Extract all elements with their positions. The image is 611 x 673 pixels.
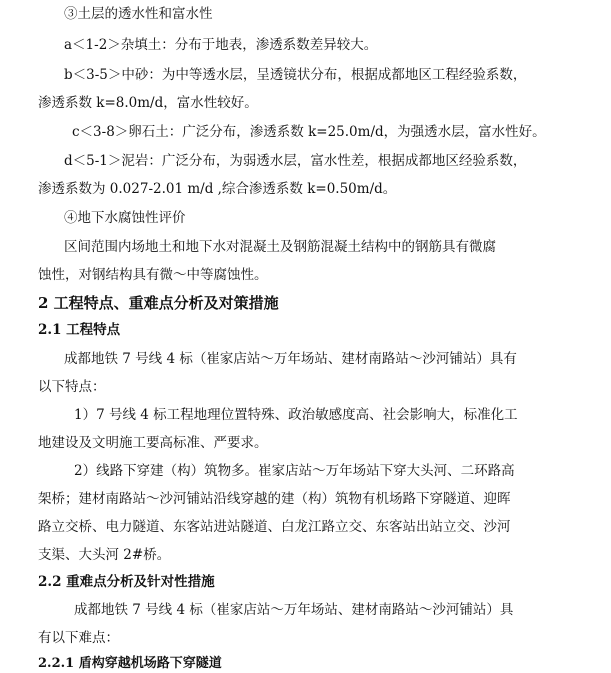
feature-item-1-line1: 1）7 号线 4 标工程地理位置特殊、政治敏感度高、社会影响大，标准化工: [74, 407, 518, 423]
soil-item-d-line2: 渗透系数为 0.027-2.01 m/d ,综合渗透系数 k=0.50m/d。: [38, 181, 397, 197]
feature-item-1-line2: 地建设及文明施工要高标准、严要求。: [38, 435, 268, 451]
section-2-2-1-title: 2.2.1 盾构穿越机场路下穿隧道: [38, 656, 222, 671]
soil-item-c: c＜3-8＞卵石土：广泛分布，渗透系数 k=25.0m/d，为强透水层，富水性好。: [72, 124, 546, 140]
soil-item-a: a＜1-2＞杂填土：分布于地表，渗透系数差异较大。: [64, 37, 378, 53]
corrosion-heading: ④地下水腐蚀性评价: [64, 210, 186, 226]
feature-item-2-line1: 2）线路下穿建（构）筑物多。崔家店站～万年场站下穿大头河、二环路高: [74, 463, 515, 479]
soil-permeability-heading: ③土层的透水性和富水性: [64, 6, 213, 22]
section-2-title: 2 工程特点、重难点分析及对策措施: [38, 294, 279, 312]
corrosion-paragraph-line2: 蚀性，对钢结构具有微～中等腐蚀性。: [38, 267, 268, 283]
feature-item-2-line3: 路立交桥、电力隧道、东客站进站隧道、白龙江路立交、东客站出站立交、沙河: [38, 519, 511, 535]
section-2-1-intro-line1: 成都地铁 7 号线 4 标（崔家店站～万年场站、建材南路站～沙河铺站）具有: [64, 351, 517, 367]
soil-item-d-line1: d＜5-1＞泥岩：广泛分布，为弱透水层，富水性差，根据成都地区经验系数，: [64, 153, 527, 169]
feature-item-2-line2: 架桥；建材南路站～沙河铺站沿线穿越的建（构）筑物有机场路下穿隧道、迎晖: [38, 491, 511, 507]
section-2-2-title: 2.2 重难点分析及针对性措施: [38, 574, 215, 590]
soil-item-b-line2: 渗透系数 k=8.0m/d，富水性较好。: [38, 95, 258, 111]
section-2-1-intro-line2: 以下特点：: [38, 379, 106, 395]
corrosion-paragraph-line1: 区间范围内场地土和地下水对混凝土及钢筋混凝土结构中的钢筋具有微腐: [64, 239, 496, 255]
soil-item-b-line1: b＜3-5＞中砂：为中等透水层，呈透镜状分布，根据成都地区工程经验系数，: [64, 67, 527, 83]
section-2-2-intro-line2: 有以下难点：: [38, 630, 119, 646]
section-2-2-intro-line1: 成都地铁 7 号线 4 标（崔家店站～万年场站、建材南路站～沙河铺站）具: [74, 602, 514, 618]
feature-item-2-line4: 支渠、大头河 2#桥。: [38, 547, 171, 563]
section-2-1-title: 2.1 工程特点: [38, 322, 121, 338]
